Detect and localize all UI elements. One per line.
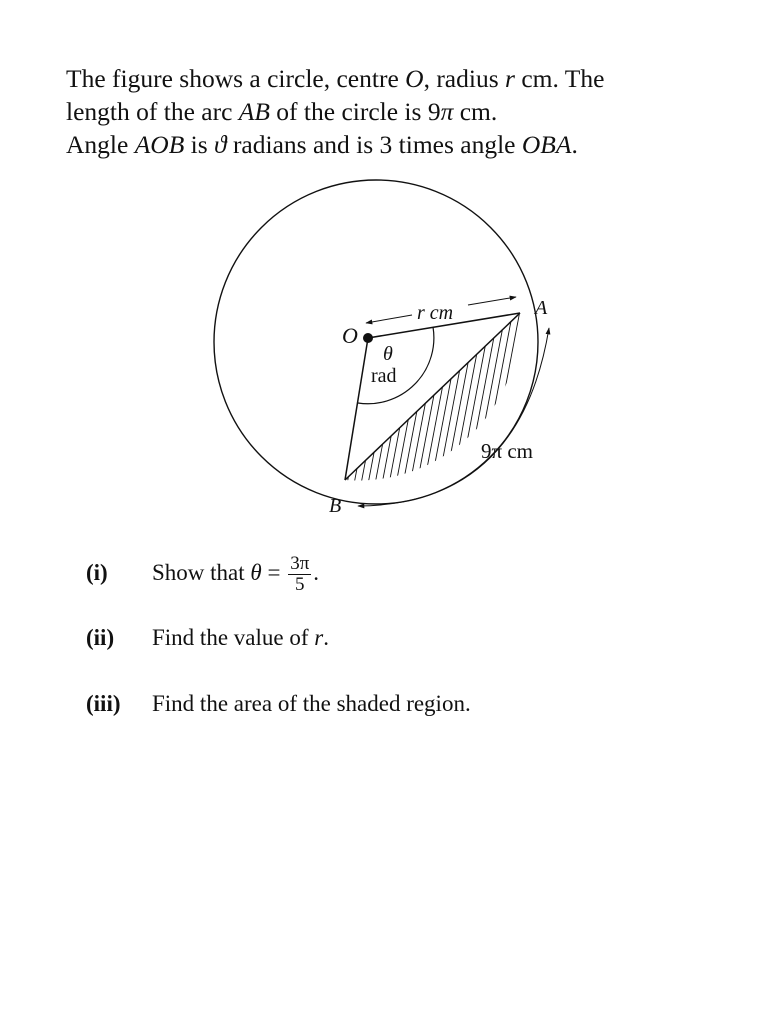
intro-line-3: Angle AOB is ϑ radians and is 3 times angle OBA. [66,130,578,159]
fraction-3pi-over-5: $\frac{3\pi}{5}$ [290,553,310,595]
hatch-line [547,300,585,500]
question-iii: (iii) Find the area of the shaded region. [86,691,471,716]
hatch-line [365,300,403,500]
radius-arrow-left [366,315,412,323]
hatch-line [533,300,571,500]
question-number: (iii) [86,691,121,716]
label-arc-length: 9π cm [481,439,534,463]
hatch-line [421,300,459,500]
label-radius: r cm [417,302,454,324]
label-O: O [342,323,358,348]
question-ii: (ii) Find the value of r. [86,625,329,650]
hatch-line [379,300,417,500]
hatch-line [491,300,529,500]
hatch-line [512,300,550,500]
question-number: (i) [86,559,108,585]
hatch-line [554,300,592,500]
shaded-segment [330,300,599,500]
radius-OB [345,338,368,480]
hatch-line [540,300,578,500]
question-i: (i) Show that θ = $\frac{3\pi}{5}$ . [86,553,320,595]
hatch-line [435,300,473,500]
hatch-line [561,300,599,500]
label-rad: rad [371,365,397,387]
hatch-line [477,300,515,500]
question-number: (ii) [86,625,115,650]
label-B: B [329,495,342,517]
hatch-line [526,300,564,500]
hatch-line [393,300,431,500]
centre-point [363,333,373,343]
hatch-line [463,300,501,500]
hatch-line [449,300,487,500]
intro-line-2: length of the arc AB of the circle is 9π cm. [66,97,498,126]
label-A: A [535,297,548,319]
label-theta: θ [383,343,393,365]
intro-line-1: The figure shows a circle, centre O, radius r cm. The [66,64,605,93]
hatch-line [498,300,536,500]
radius-arrow-right [468,297,516,305]
